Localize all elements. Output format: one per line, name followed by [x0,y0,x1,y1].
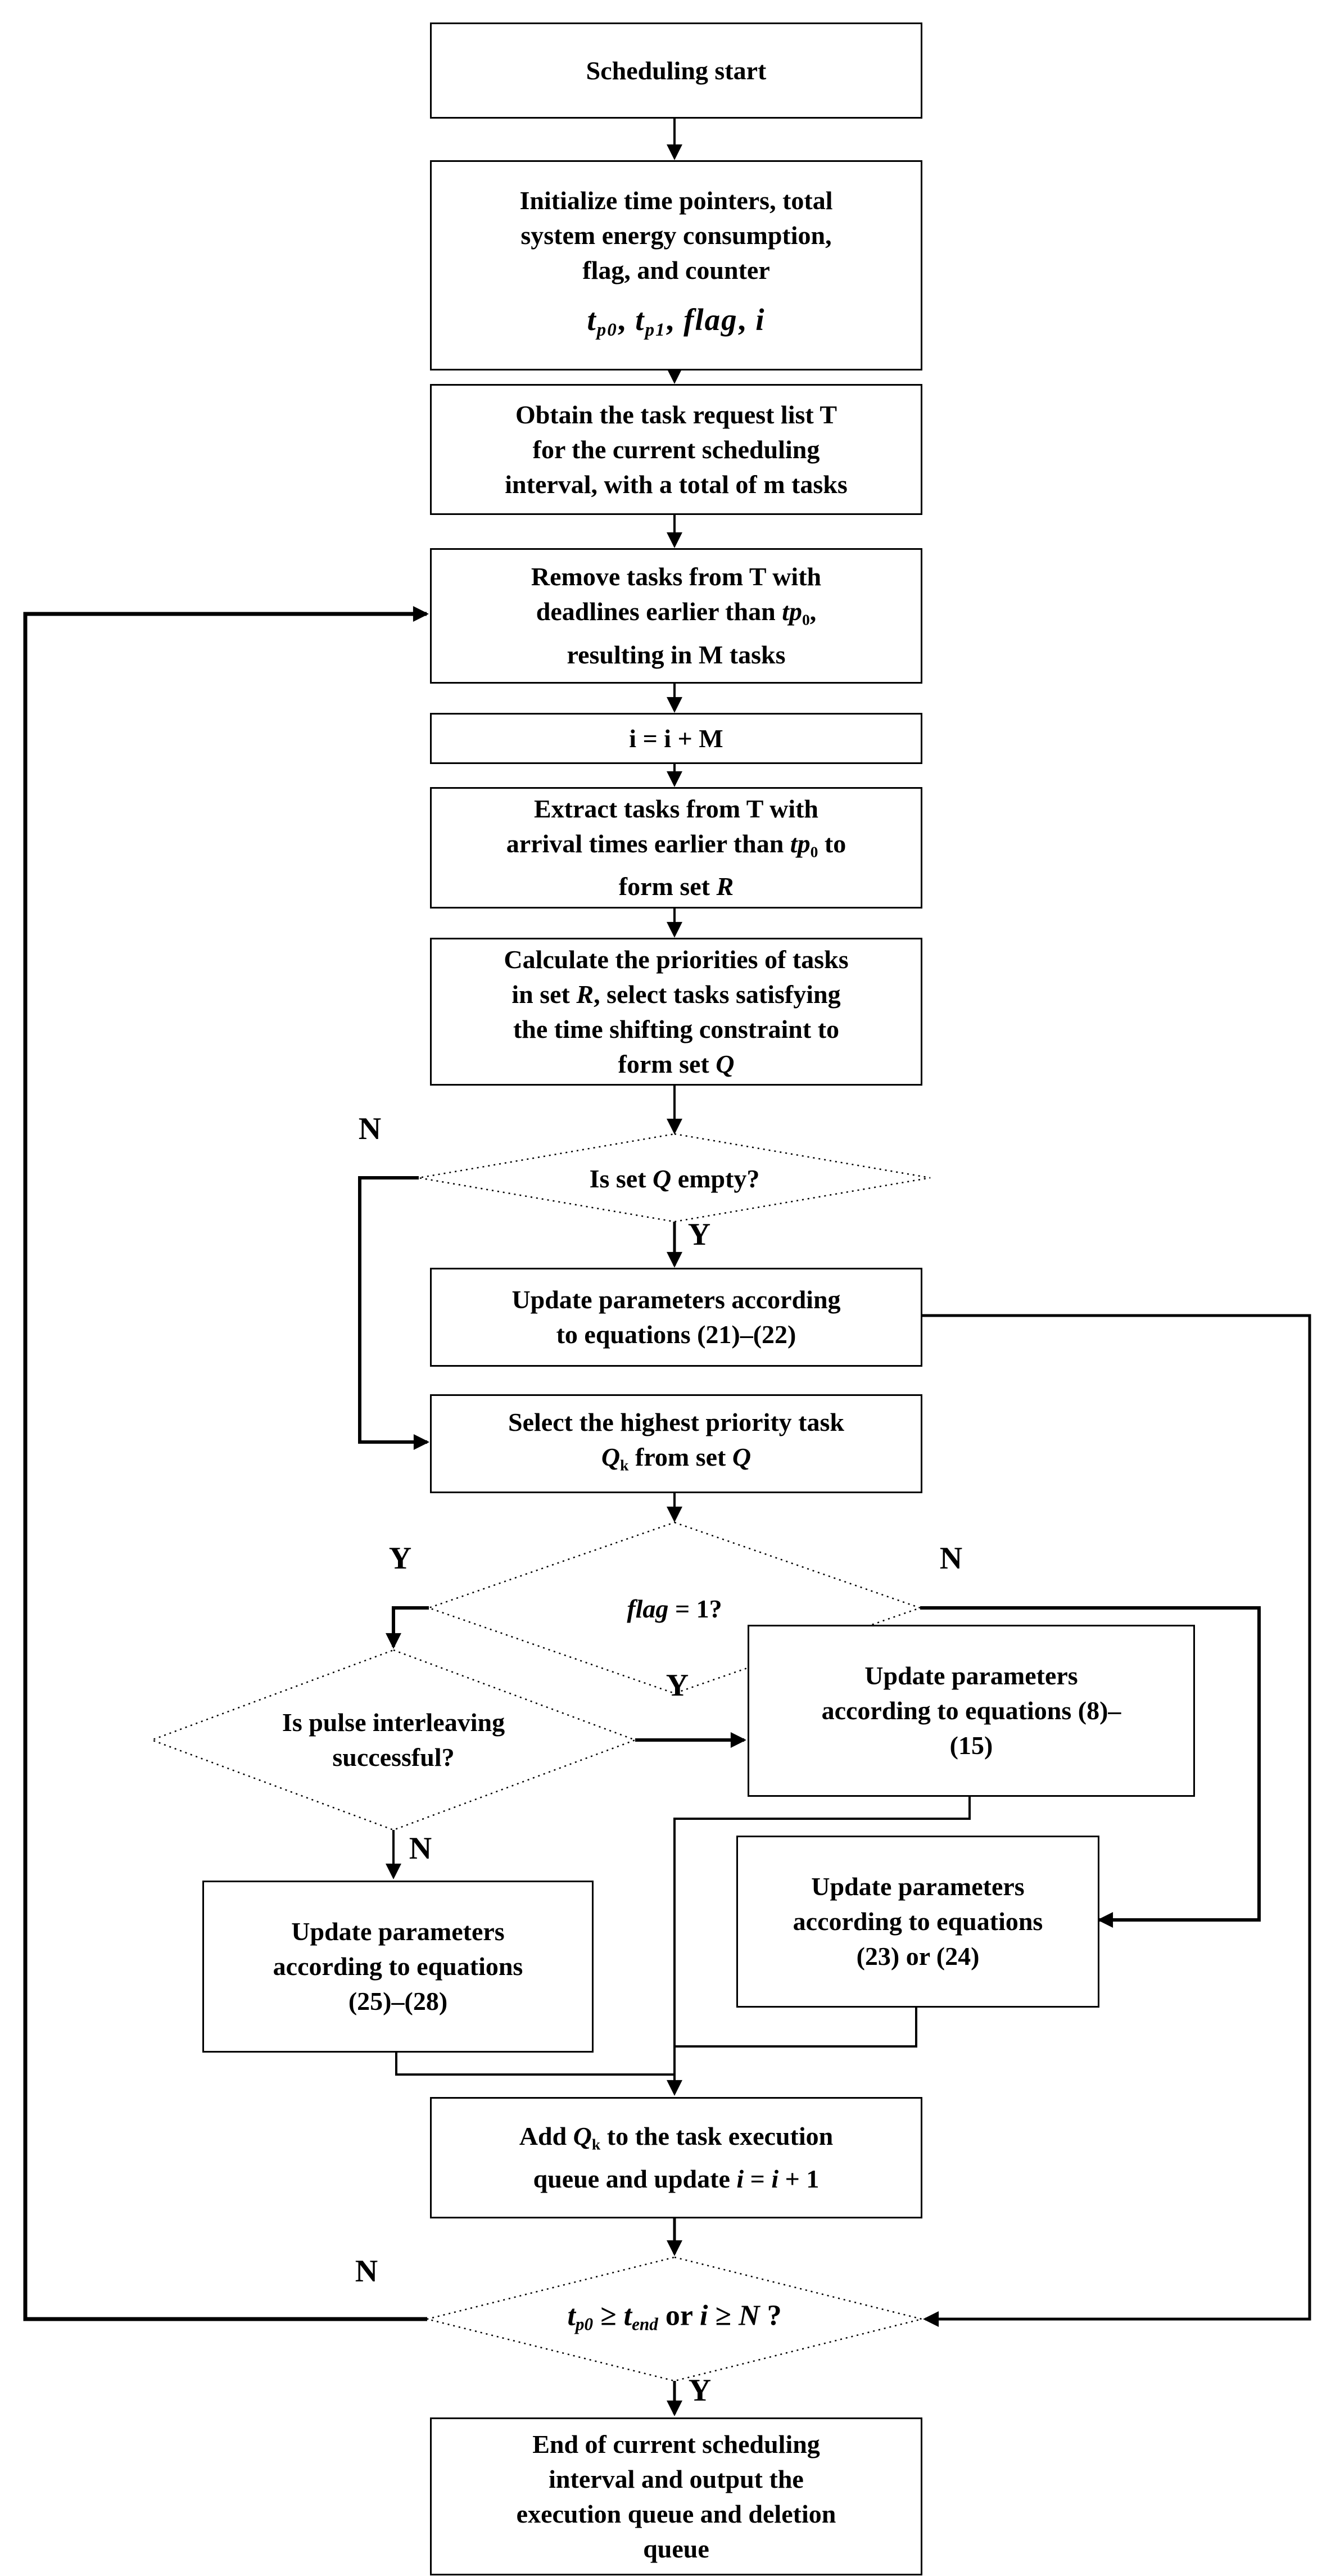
edge-update2324-join [674,2004,916,2046]
node-extract-tasks: Extract tasks from T with arrival times earlier than tp0 to form set R [430,787,922,909]
label-endcheck-yes: Y [688,2373,712,2408]
decision-interleaving-label: Is pulse interleaving successful? [282,1708,505,1771]
decision-q-empty-label: Is set Q empty? [589,1164,760,1193]
label-interleave-no: N [409,1831,432,1866]
node-initialize: Initialize time pointers, total system energy consumption, flag, and counter tp0, tp1, flag, i [430,160,922,370]
label-endcheck-no: N [355,2254,378,2289]
edge-qempty-no [360,1178,427,1442]
node-update-eq-25-28: Update parameters according to equations (25)–(28) [202,1881,594,2053]
node-update-eq-8-15: Update parameters according to equations (8)– (15) [748,1625,1195,1797]
label-flag-yes: Y [388,1541,412,1576]
node-scheduling-start: Scheduling start [430,22,922,119]
edge-update2122-endcheck [919,1316,1310,2319]
label-flag-no: N [939,1541,963,1576]
node-end-scheduling: End of current scheduling interval and output the execution queue and deletion queue [430,2417,922,2575]
node-remove-tasks: Remove tasks from T with deadlines earlier than tp0, resulting in M tasks [430,548,922,684]
label-qempty-no: N [358,1111,382,1146]
label-qempty-yes: Y [687,1217,711,1252]
node-calculate-priorities: Calculate the priorities of tasks in set R, select tasks satisfying the time shifting constraint to form set Q [430,938,922,1086]
node-add-to-execution-queue: Add Qk to the task execution queue and update i = i + 1 [430,2097,922,2218]
node-increment-counter: i = i + M [430,713,922,764]
node-obtain-task-list: Obtain the task request list T for the current scheduling interval, with a total of m tasks [430,384,922,515]
node-update-eq-21-22: Update parameters according to equations (21)–(22) [430,1268,922,1367]
decision-end-label: tp0 ≥ tend or i ≥ N ? [567,2299,782,2334]
edge-update2528-join [396,2049,674,2075]
edge-endcheck-no [25,614,427,2319]
label-interleave-yes: Y [666,1668,689,1703]
decision-flag-label: flag = 1? [627,1594,722,1623]
edge-flag-yes [393,1608,429,1647]
node-select-highest-priority: Select the highest priority task Qk from set Q [430,1394,922,1493]
node-update-eq-23-24: Update parameters according to equations (23) or (24) [736,1836,1099,2008]
